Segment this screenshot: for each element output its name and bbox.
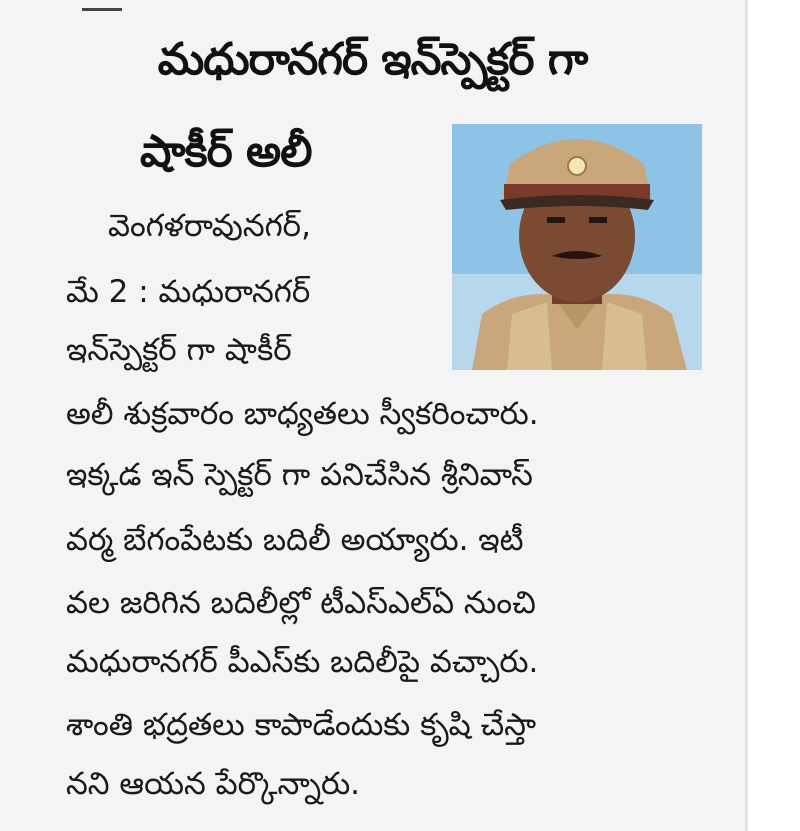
article-line-1: వెంగళరావునగర్, — [108, 208, 311, 244]
clipping-edge — [745, 0, 748, 831]
article-line-4: అలీ శుక్రవారం బాధ్యతలు స్వీకరించారు. — [66, 396, 539, 432]
headline-line-1: మధురానగర్ ఇన్‌స్పెక్టర్ గా — [157, 34, 588, 85]
police-officer-portrait-icon — [452, 124, 702, 370]
article-line-9: శాంతి భద్రతలు కాపాడేందుకు కృషి చేస్తా — [66, 707, 537, 743]
article-line-5: ఇక్కడ ఇన్ స్పెక్టర్ గా పనిచేసిన శ్రీనివాస్ — [66, 457, 533, 493]
previous-article-fragment — [82, 0, 122, 11]
article-line-8: మధురానగర్ పీఎస్‌కు బదిలీపై వచ్చారు. — [66, 644, 539, 680]
article-line-3: ఇన్‌స్పెక్టర్ గా షాకీర్ — [66, 332, 292, 368]
article-line-2: మే 2 : మధురానగర్ — [66, 274, 311, 310]
article-line-10: నని ఆయన పేర్కొన్నారు. — [66, 766, 361, 802]
article-line-7: వల జరిగిన బదిలీల్లో టీఎస్ఎల్ఏ నుంచి — [66, 585, 536, 621]
article-line-6: వర్మ బేగంపేటకు బదిలీ అయ్యారు. ఇటీ — [66, 522, 524, 558]
headline-line-2: షాకీర్ అలీ — [140, 126, 312, 177]
